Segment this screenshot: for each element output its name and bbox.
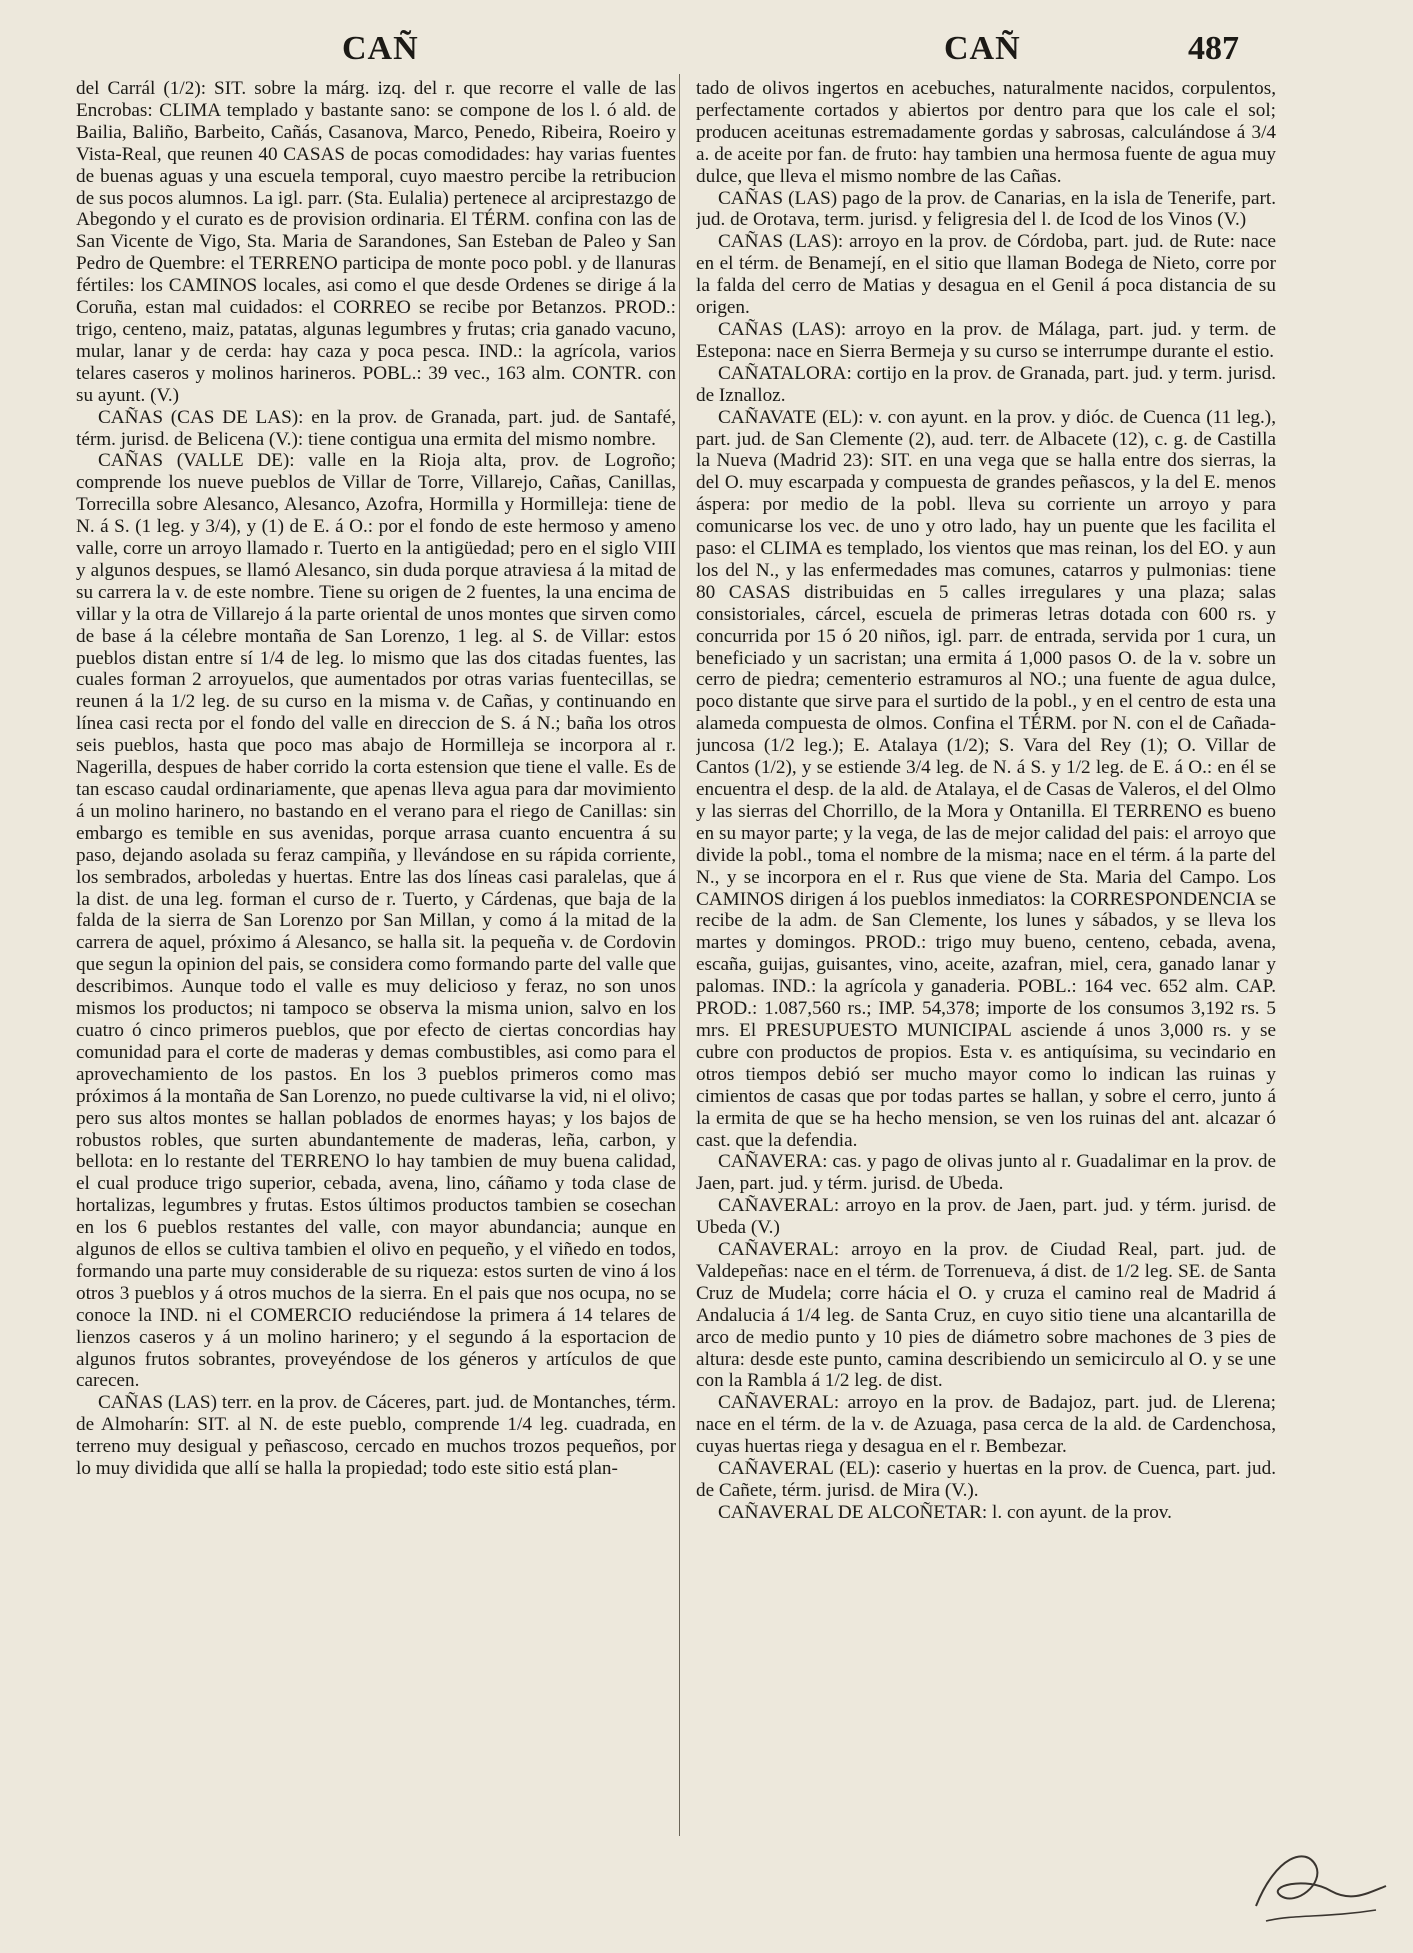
entry-paragraph: del Carrál (1/2): SIT. sobre la márg. izq. del r. que recorre el valle de las Encrobas: CLIMA templado y bastante sano: se compone de los l. ó ald. de Bailia, Baliño, Barbeito, Cañás, Casanova, Marco, Penedo, Ribeira, Roeiro y Vista-Real, que reunen 40 CASAS de pocas comodidades: hay varias fuentes de buenas aguas y una escuela temporal, cuyo maestro percibe la retribucion de sus pocos alumnos. La igl. parr. (Sta. Eulalia) pertenece al arciprestazgo de Abegondo y el curato es de provision ordinaria. El TÉRM. confina con las de San Vicente de Vigo, Sta. Maria de Sarandones, San Esteban de Paleo y San Pedro de Quembre: el TERRENO participa de monte poco pobl. y de llanuras fértiles: los CAMINOS locales, asi como el que desde Ordenes se dirige á la Coruña, estan mal cuidados: el CORREO se recibe por Betanzos. PROD.: trigo, centeno, maiz, patatas, algunas legumbres y frutas; cria ganado vacuno, mular, lanar y de cerda: hay caza y poca pesca. IND.: la agrícola, varios telares caseros y molinos harineros. POBL.: 39 vec., 163 alm. CONTR. con su ayunt. (V.)	[76, 78, 676, 406]
handwritten-signature	[1236, 1836, 1396, 1936]
right-column	[696, 78, 1276, 1838]
entry-paragraph: CAÑATALORA: cortijo en la prov. de Granada, part. jud. y term. jurisd. de Iznalloz.	[696, 362, 1276, 406]
entry-paragraph: CAÑAVERAL DE ALCOÑETAR: l. con ayunt. de la prov.	[718, 1501, 1172, 1523]
entry-paragraph: CAÑAS (LAS) terr. en la prov. de Cáceres, part. jud. de Montanches, térm. de Almoharín: SIT. al N. de este pueblo, comprende 1/4 leg. cuadrada, en terreno muy desigual y peñascoso, cercado en muchos trozos pequeños, por lo muy dividida que allí se halla la propiedad; todo este sitio está plan-	[76, 1392, 676, 1480]
entry-paragraph: CAÑAVERAL (EL): caserio y huertas en la prov. de Cuenca, part. jud. de Cañete, térm. jurisd. de Mira (V.).	[696, 1458, 1276, 1501]
entry-paragraph: CAÑAVERAL: arroyo en la prov. de Jaen, part. jud. y térm. jurisd. de Ubeda (V.)	[696, 1195, 1276, 1239]
entry-paragraph: CAÑAS (LAS): arroyo en la prov. de Málaga, part. jud. y term. de Estepona: nace en Sierra Bermeja y su curso se interrumpe durante el estio.	[696, 318, 1276, 362]
left-running-headword: CAÑ	[342, 30, 419, 67]
entry-paragraph: CAÑAVERAL: arroyo en la prov. de Ciudad Real, part. jud. de Valdepeñas: nace en el térm. de Torrenueva, á dist. de 1/2 leg. SE. de Santa Cruz de Mudela; corre hácia el O. y cruza el camino real de Madrid á Andalucia á 1/4 leg. de Santa Cruz, en cuyo sitio tiene una alcantarilla de arco de medio punto y 10 pies de diámetro sobre machones de 3 pies de altura: desde este punto, camina describiendo un semicirculo al O. y se une con la Rambla á 1/2 leg. de dist.	[696, 1239, 1276, 1392]
entry-paragraph: CAÑAS (LAS): arroyo en la prov. de Córdoba, part. jud. de Rute: nace en el térm. de Benamejí, en el sitio que llaman Bodega de Nieto, corre por la falda del cerro de Matias y desagua en el Genil á poca distancia de su origen.	[696, 231, 1276, 319]
entry-paragraph: CAÑAS (CAS DE LAS): en la prov. de Granada, part. jud. de Santafé, térm. jurisd. de Belicena (V.): tiene contigua una ermita del mismo nombre.	[76, 406, 676, 450]
entry-paragraph: CAÑAVERA: cas. y pago de olivas junto al r. Guadalimar en la prov. de Jaen, part. jud. y térm. jurisd. de Ubeda.	[696, 1151, 1276, 1195]
entry-paragraph: tado de olivos ingertos en acebuches, naturalmente nacidos, corpulentos, perfectamente cortados y abiertos por dentro para que los cale el sol; producen aceitunas estremadamente gordas y sabrosas, calculándose á 3/4 a. de aceite por fan. de fruto: hay tambien una hermosa fuente de agua muy dulce, que lleva el mismo nombre de las Cañas.	[696, 78, 1276, 187]
right-running-headword: CAÑ	[944, 30, 1021, 67]
entry-paragraph: CAÑAVERAL: arroyo en la prov. de Badajoz, part. jud. de Llerena; nace en el térm. de la v. de Azuaga, pasa cerca de la ald. de Cardenchosa, cuyas huertas riega y desagua en el r. Bembezar.	[696, 1392, 1276, 1458]
page-header	[0, 30, 1413, 74]
left-column	[76, 78, 676, 1838]
entry-paragraph: CAÑAVATE (EL): v. con ayunt. en la prov. y dióc. de Cuenca (11 leg.), part. jud. de San Clemente (2), aud. terr. de Albacete (12), c. g. de Castilla la Nueva (Madrid 23): SIT. en una vega que se halla entre dos sierras, la del O. muy escarpada y compuesta de grandes peñascos, y la del E. menos áspera: por medio de la pobl. lleva su corriente un arroyo y para comunicarse los vec. de uno y otro lado, hay un puente que les facilita el paso: el CLIMA es templado, los vientos que mas reinan, los del EO. y aun los del N., y las enfermedades mas comunes, catarros y pulmonias: tiene 80 CASAS distribuidas en 5 calles irregulares y una plaza; salas consistoriales, cárcel, escuela de primeras letras dotada con 600 rs. y concurrida por 15 ó 20 niños, igl. parr. de entrada, servida por 1 cura, un beneficiado y un sacristan; una ermita á 1,000 pasos O. de la v. sobre un cerro de piedra; cementerio estramuros al NO.; una fuente de agua dulce, poco distante que sirve para el surtido de la pobl., y en el centro de esta una alameda compuesta de olmos. Confina el TÉRM. por N. con el de Cañada-juncosa (1/2 leg.); E. Atalaya (1/2); S. Vara del Rey (1); O. Villar de Cantos (1/2), y se estiende 3/4 leg. de N. á S. y 1/2 leg. de E. á O.: en él se encuentra el desp. de la ald. de Atalaya, el de Casas de Valeros, el del Olmo y las sierras del Chorrillo, de la Mora y Ontanilla. El TERRENO es bueno en su mayor parte; y la vega, de las de mejor calidad del pais: el arroyo que divide la pobl., toma el nombre de la misma; nace en el térm. á la parte del N., y se incorpora en el r. Rus que viene de Sta. Maria del Campo. Los CAMINOS dirigen á los pueblos inmediatos: la CORRESPONDENCIA se recibe de la adm. de San Clemente, los lunes y sábados, y se lleva los martes y domingos. PROD.: trigo muy bueno, centeno, cebada, avena, escaña, guijas, guisantes, vino, aceite, azafran, miel, cera, ganado lanar y palomas. IND.: la agrícola y ganaderia. POBL.: 164 vec. 652 alm. CAP. PROD.: 1.087,560 rs.; IMP. 54,378; importe de los consumos 3,192 rs. 5 mrs. El PRESUPUESTO MUNICIPAL asciende á unos 3,000 rs. y se cubre con productos de propios. Esta v. es antiquísima, su vecindario en otros tiempos debió ser mucho mayor como lo indican las ruinas y cimientos de casas que por todas partes se hallan, y sobre el cerro, junto á la ermita de que se ha hecho mension, se ven los ruinas del ant. alcazar ó cast. que la defendia.	[696, 406, 1276, 1151]
page-number: 487	[1188, 30, 1239, 67]
entry-paragraph: CAÑAS (LAS) pago de la prov. de Canarias, en la isla de Tenerife, part. jud. de Orotava, term. jurisd. y feligresia del l. de Icod de los Vinos (V.)	[696, 187, 1276, 231]
entry-paragraph: CAÑAS (VALLE DE): valle en la Rioja alta, prov. de Logroño; comprende los nueve pueblos de Villar de Torre, Villarejo, Cañas, Canillas, Torrecilla sobre Alesanco, Alesanco, Azofra, Hormilla y Hormilleja: tiene de N. á S. (1 leg. y 3/4), y (1) de E. á O.: por el fondo de este hermoso y ameno valle, corre un arroyo llamado r. Tuerto en la antigüedad; pero en el siglo VIII y algunos despues, se llamó Alesanco, sin duda porque atraviesa á la mitad de su carrera la v. de este nombre. Tiene su origen de 2 fuentes, la una encima de villar y la otra de Villarejo á la parte oriental de unos montes que sirven como de base á la célebre montaña de San Lorenzo, 1 leg. al S. de Villar: estos pueblos distan entre sí 1/4 de leg. lo mismo que las dos citadas fuentes, las cuales forman 2 arroyuelos, que aumentados por otras varias fuentecillas, se reunen á la 1/2 leg. de su curso en la misma v. de Cañas, y continuando en línea casi recta por el fondo del valle en direccion de S. á N.; baña los otros seis pueblos, hasta que poco mas abajo de Hormilleja se incorpora al r. Nagerilla, despues de haber corrido la corta estension que tiene el valle. Es de tan escaso caudal ordinariamente, que apenas lleva agua para dar movimiento á un molino harinero, no bastando en el verano para el riego de Canillas: sin embargo es temible en sus avenidas, porque arrasa cuanto encuentra á su paso, dejando asolada su feraz campiña, y llevándose en su rápida corriente, los sembrados, arboledas y huertas. Entre las dos líneas casi paralelas, que á la dist. de una leg. forman el curso de r. Tuerto, y Cárdenas, que baja de la falda de la sierra de San Lorenzo por San Millan, y como á la mitad de la carrera de aquel, próximo á Alesanco, se halla sit. la pequeña v. de Cordovin que segun la opinion del pais, se considera como formando parte del valle que describimos. Aunque todo el valle es muy delicioso y feraz, no son unos mismos los productos; ni tampoco se observa la misma union, salvo en los cuatro ó cinco primeros pueblos, que por efecto de ciertas concordias hay comunidad para el corte de maderas y demas combustibles, asi como para el aprovechamiento de los pastos. En los 3 pueblos primeros como mas próximos á la montaña de San Lorenzo, no puede cultivarse la vid, ni el olivo; pero sus altos montes se hallan poblados de enormes hayas; y los bajos de robustos robles, que surten abundantemente de maderas, leña, carbon, y bellota: en lo restante del TERRENO lo hay tambien de muy buena calidad, el cual produce trigo superior, cebada, avena, lino, cáñamo y toda clase de hortalizas, legumbres y frutas. Estos últimos productos tambien se cosechan en los 6 pueblos restantes del valle, con mayor abundancia; aunque en algunos de ellos se cultiva tambien el olivo en pequeño, y el viñedo en todos, formando una parte muy considerable de su riqueza: estos surten de vino á los otros 3 pueblos y á otros muchos de la sierra. En el pais que nos ocupa, no se conoce la IND. ni el COMERCIO reduciéndose la primera á 14 telares de lienzos caseros y á un molino harinero; y el segundo á la esportacion de algunos frutos sobrantes, proveyéndose de los géneros y artículos de que carecen.	[76, 450, 676, 1392]
column-divider	[679, 74, 680, 1836]
